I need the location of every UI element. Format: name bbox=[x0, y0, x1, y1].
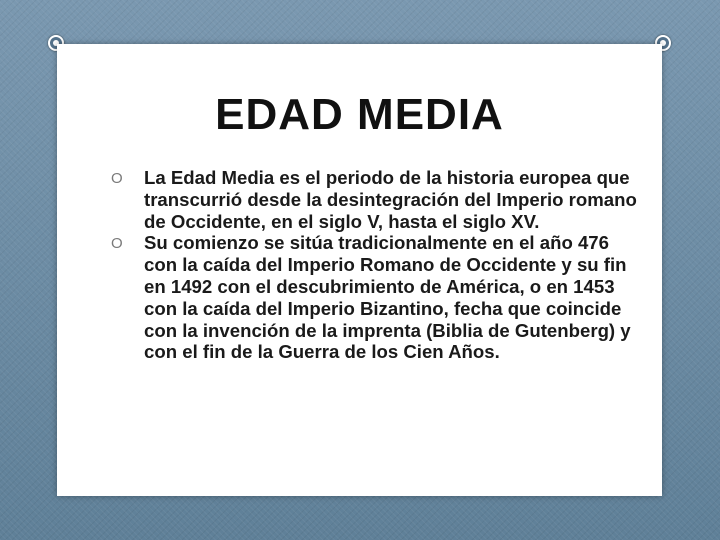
bullet-text: Su comienzo se sitúa tradicionalmente en el año 476 con la caída del Imperio Romano de Occidente y su fin en 1492 con el descubrimiento de América, o en 1453 con la caída del Imperio Bizantino, fecha que coincide con la invención de la imprenta (Biblia de Gutenberg) y con el fin de la Guerra de los Cien Años. bbox=[144, 232, 631, 363]
bullet-item-2 bbox=[81, 232, 641, 363]
slide-title: EDAD MEDIA bbox=[215, 90, 504, 139]
bullet-text: La Edad Media es el periodo de la historia europea que transcurrió desde la desintegración del Imperio romano de Occidente, en el siglo V, hasta el siglo XV. bbox=[144, 167, 637, 232]
bullet-list bbox=[81, 167, 641, 363]
bullet-item-1 bbox=[81, 167, 641, 232]
bullet-marker-icon: O bbox=[111, 170, 123, 187]
bullet-marker-icon: O bbox=[111, 235, 123, 253]
slide-card bbox=[57, 44, 662, 496]
